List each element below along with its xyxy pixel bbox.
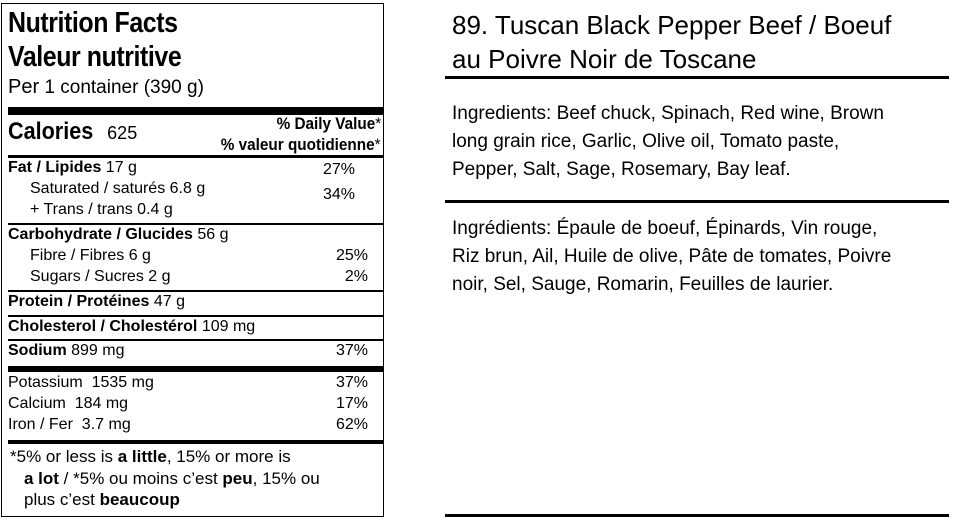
serving-value: 1 container (390 g) — [44, 77, 204, 98]
calcium-row: Calcium 184 mg — [8, 395, 129, 412]
ingredients-fr-line-1: Ingrédients: Épaule de boeuf, Épinards, Vin rouge, — [452, 218, 878, 239]
sugars-pct: 2% — [344, 268, 368, 285]
daily-value-heading-en: % Daily Value* — [276, 114, 381, 133]
divider-thick — [8, 440, 384, 444]
cholesterol-row: Cholesterol / Cholestérol 109 mg — [8, 318, 256, 335]
bottom-rule — [445, 514, 949, 517]
iron-row: Iron / Fer 3.7 mg — [8, 416, 131, 433]
calories-value: 625 — [107, 123, 138, 143]
divider — [8, 290, 384, 292]
calories-row — [8, 118, 137, 146]
fat-row: Fat / Lipides 17 g — [8, 159, 137, 176]
section-rule — [445, 200, 949, 203]
divider — [8, 223, 384, 225]
protein-row: Protein / Protéines 47 g — [8, 293, 185, 310]
ingredients-fr-line-2: Riz brun, Ail, Huile de olive, Pâte de tomates, Poivre — [452, 246, 892, 267]
sodium-row: Sodium 899 mg — [8, 342, 125, 359]
calcium-pct: 17% — [335, 395, 368, 412]
title-rule — [445, 76, 949, 79]
ingredients-en-line-2: long grain rice, Garlic, Olive oil, Tomato paste, — [452, 131, 840, 152]
potassium-pct: 37% — [335, 374, 368, 391]
divider-medium — [8, 155, 384, 158]
recipe-title-line-2: au Poivre Noir de Toscane — [452, 44, 757, 74]
fibre-row: Fibre / Fibres 6 g — [30, 247, 151, 264]
recipe-title-line-1: 89. Tuscan Black Pepper Beef / Boeuf — [452, 10, 892, 40]
saturated-pct: 34% — [322, 186, 355, 203]
iron-pct: 62% — [335, 416, 368, 433]
serving-size — [8, 76, 204, 99]
title-en: Nutrition Facts — [8, 7, 178, 39]
ingredients-fr-line-3: noir, Sel, Sauge, Romarin, Feuilles de laurier. — [452, 274, 834, 295]
divider — [8, 315, 384, 317]
sodium-pct: 37% — [335, 342, 368, 359]
footnote-line-2: a lot / *5% ou moins c’est peu, 15% ou — [24, 469, 320, 488]
calories-label: Calories — [8, 118, 94, 145]
divider — [8, 339, 384, 341]
ingredients-en-line-1: Ingredients: Beef chuck, Spinach, Red wine, Brown — [452, 103, 884, 124]
ingredients-en-line-3: Pepper, Salt, Sage, Rosemary, Bay leaf. — [452, 159, 791, 180]
nutrition-facts-panel — [1, 3, 384, 517]
daily-value-heading-fr: % valeur quotidienne* — [221, 135, 381, 154]
footnote-line-3: plus c’est beaucoup — [24, 490, 180, 509]
trans-row: + Trans / trans 0.4 g — [30, 201, 173, 218]
title-fr: Valeur nutritive — [8, 41, 182, 73]
sugars-row: Sugars / Sucres 2 g — [30, 268, 171, 285]
divider-thick — [8, 366, 384, 372]
carbohydrate-row: Carbohydrate / Glucides 56 g — [8, 226, 229, 243]
saturated-row: Saturated / saturés 6.8 g — [30, 180, 206, 197]
footnote-line-1: *5% or less is a little, 15% or more is — [10, 447, 291, 466]
per-label: Per — [8, 76, 40, 98]
fibre-pct: 25% — [335, 247, 368, 264]
fat-pct: 27% — [322, 161, 355, 178]
potassium-row: Potassium 1535 mg — [8, 374, 154, 391]
